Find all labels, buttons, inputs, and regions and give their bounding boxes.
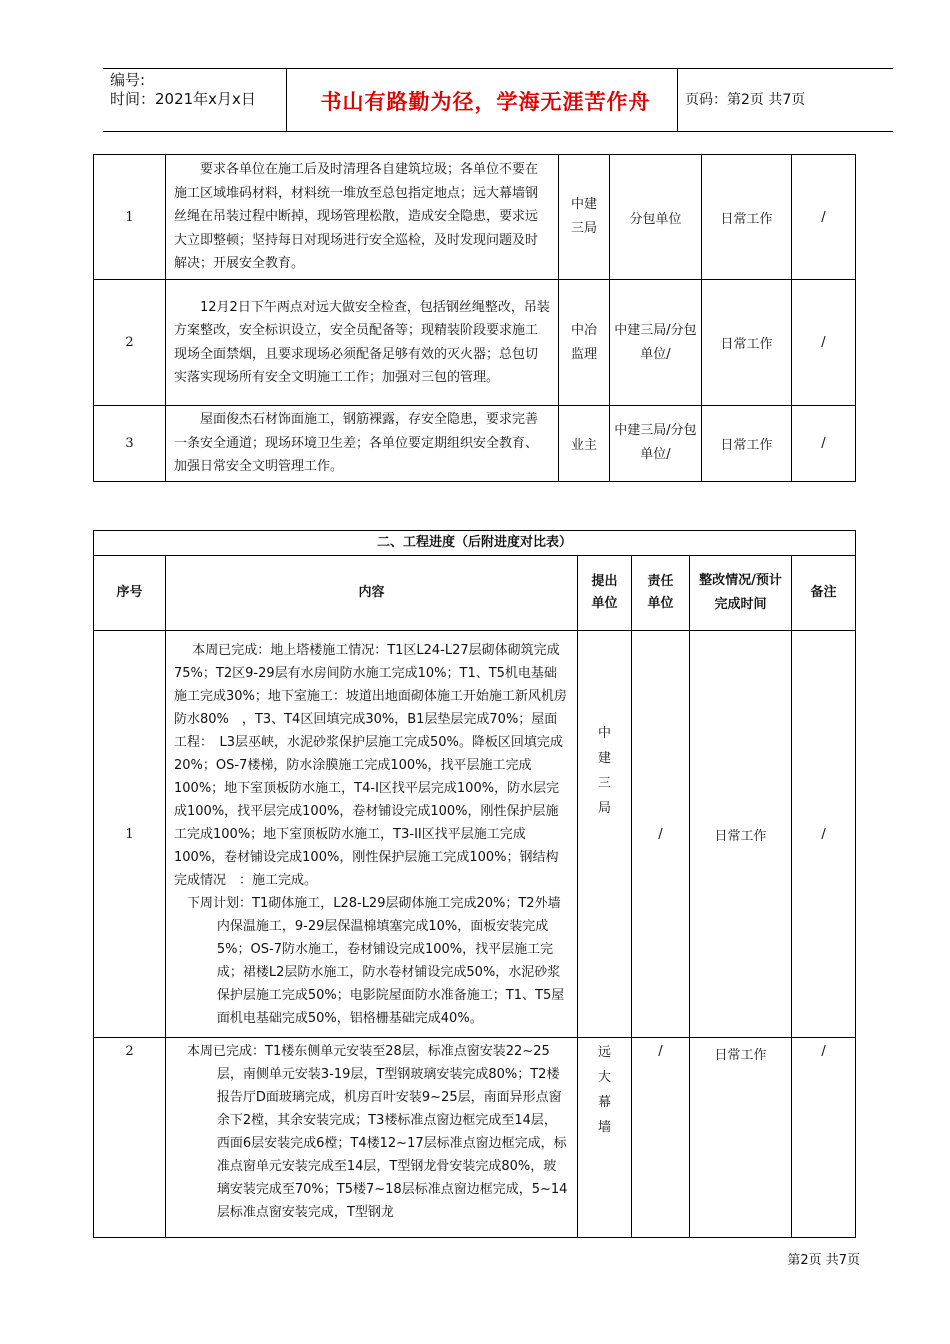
row-content — [166, 631, 578, 1038]
header-proposer: 提出单位 — [578, 556, 632, 631]
row-responsible: / — [632, 631, 690, 1038]
table-row — [94, 280, 856, 406]
row-responsible: 中建三局/分包单位/ — [610, 406, 702, 482]
row-proposer — [578, 631, 632, 1038]
row-proposer-text: 中建三局 — [598, 726, 612, 816]
row-status: 日常工作 — [702, 280, 792, 406]
row-note: / — [792, 1038, 856, 1238]
row-responsible: 分包单位 — [610, 155, 702, 280]
row-note: / — [792, 155, 856, 280]
row-seq: 2 — [94, 280, 166, 406]
header-motto: 书山有路勤为径，学海无涯苦作舟 — [320, 90, 651, 114]
header-content: 内容 — [166, 556, 578, 631]
row-proposer-text: 远大幕墙 — [598, 1045, 612, 1135]
row-note: / — [792, 631, 856, 1038]
header-divider — [286, 69, 287, 131]
header-page-number: 页码：第2页 共7页 — [685, 92, 806, 108]
row-content: 12月2日下午两点对远大做安全检查，包括钢丝绳整改，吊装方案整改，安全标识设立，安全员配备等；现精装阶段要求施工现场全面禁烟，且要求现场必须配备足够有效的灭火器；总包切实落实现场所有安全文明施工工作；加强对三包的管理。 — [166, 280, 559, 406]
row-content-done: 本周已完成：T1楼东侧单元安装至28层，标准点窗安装22~25层，南侧单元安装3-19层，T型钢玻璃安装完成80%；T2楼报告厅D面玻璃完成，机房百叶安装9~25层，南面异形点窗余下2樘，其余安装完成；T3楼标准点窗边框完成至14层，西面6层安装完成6樘；T4楼12~17层标准点窗边框完成，标准点窗单元安装完成至14层，T型钢龙骨安装完成80%，玻璃安装完成至70%；T5楼7~18层标准点窗边框完成，5~14层标准点窗安装完成，T型钢龙 — [187, 1044, 568, 1220]
row-seq: 1 — [94, 155, 166, 280]
table-row — [94, 155, 856, 280]
row-content: 要求各单位在施工后及时清理各自建筑垃圾；各单位不要在施工区域堆码材料，材料统一堆放至总包指定地点；远大幕墙钢丝绳在吊装过程中断掉，现场管理松散，造成安全隐患，要求远大立即整顿；坚持每日对现场进行安全巡检，及时发现问题及时解决；开展安全教育。 — [166, 155, 559, 280]
row-status: 日常工作 — [690, 1038, 792, 1238]
row-responsible: / — [632, 1038, 690, 1238]
table-row — [94, 406, 856, 482]
row-content-plan: 下周计划：T1砌体施工，L28-L29层砌体施工完成20%；T2外墙内保温施工，9-29层保温棉填塞完成10%，面板安装完成5%；OS-7防水施工，卷材铺设完成100%，找平层施工完成；裙楼L2层防水施工，防水卷材铺设完成50%，水泥砂浆保护层施工完成50%；电影院屋面防水准备施工；T1、T5屋面机电基础完成50%，铝格栅基础完成40%。 — [187, 895, 565, 1026]
row-seq: 1 — [94, 631, 166, 1038]
section-title: 二、工程进度（后附进度对比表） — [94, 531, 856, 556]
table-row — [94, 631, 856, 1038]
header-responsible: 责任单位 — [632, 556, 690, 631]
row-seq: 2 — [94, 1038, 166, 1238]
row-content-done: 本周已完成：地上塔楼施工情况：T1区L24-L27层砌体砌筑完成75%；T2区9-29层有水房间防水施工完成10%；T1、T5机电基础施工完成30%；地下室施工：坡道出地面砌体施工开始施工新风机房防水80% ，T3、T4区回填完成30%，B1层垫层完成70%；屋面工程： L3层巫峡，水泥砂浆保护层施工完成50%。降板区回填完成20%；OS-7楼梯，防水涂膜施工完成100%，找平层施工完成100%；地下室顶板防水施工，T4-Ⅰ区找平层完成100%，防水层完成100%，找平层完成100%，卷材铺设完成100%，刚性保护层施工完成100%；地下室顶板防水施工，T3-II区找平层施工完成100%，卷材铺设完成100%，刚性保护层施工完成100%；钢结构完成情况 ：施工完成。 — [174, 642, 567, 888]
progress-table — [93, 530, 856, 1238]
row-note: / — [792, 406, 856, 482]
row-proposer: 中冶监理 — [559, 280, 610, 406]
page-header — [103, 68, 893, 132]
table-header-row — [94, 556, 856, 631]
header-divider — [677, 69, 678, 131]
header-meta — [110, 71, 256, 109]
row-content — [166, 1038, 578, 1238]
row-seq: 3 — [94, 406, 166, 482]
header-status: 整改情况/预计完成时间 — [690, 556, 792, 631]
document-time: 时间：2021年x月x日 — [110, 90, 256, 108]
row-status: 日常工作 — [702, 406, 792, 482]
row-responsible: 中建三局/分包单位/ — [610, 280, 702, 406]
row-status: 日常工作 — [702, 155, 792, 280]
row-proposer — [578, 1038, 632, 1238]
safety-issues-table — [93, 154, 856, 482]
page-footer: 第2页 共7页 — [787, 1253, 860, 1268]
row-proposer: 业主 — [559, 406, 610, 482]
header-seq: 序号 — [94, 556, 166, 631]
row-proposer: 中建三局 — [559, 155, 610, 280]
row-content: 屋面俊杰石材饰面施工，钢筋裸露，存安全隐患，要求完善一条安全通道；现场环境卫生差；各单位要定期组织安全教育、加强日常安全文明管理工作。 — [166, 406, 559, 482]
header-note: 备注 — [792, 556, 856, 631]
row-note: / — [792, 280, 856, 406]
table-row — [94, 1038, 856, 1238]
document-number-label: 编号: — [110, 71, 146, 89]
section-title-row — [94, 531, 856, 556]
row-status: 日常工作 — [690, 631, 792, 1038]
